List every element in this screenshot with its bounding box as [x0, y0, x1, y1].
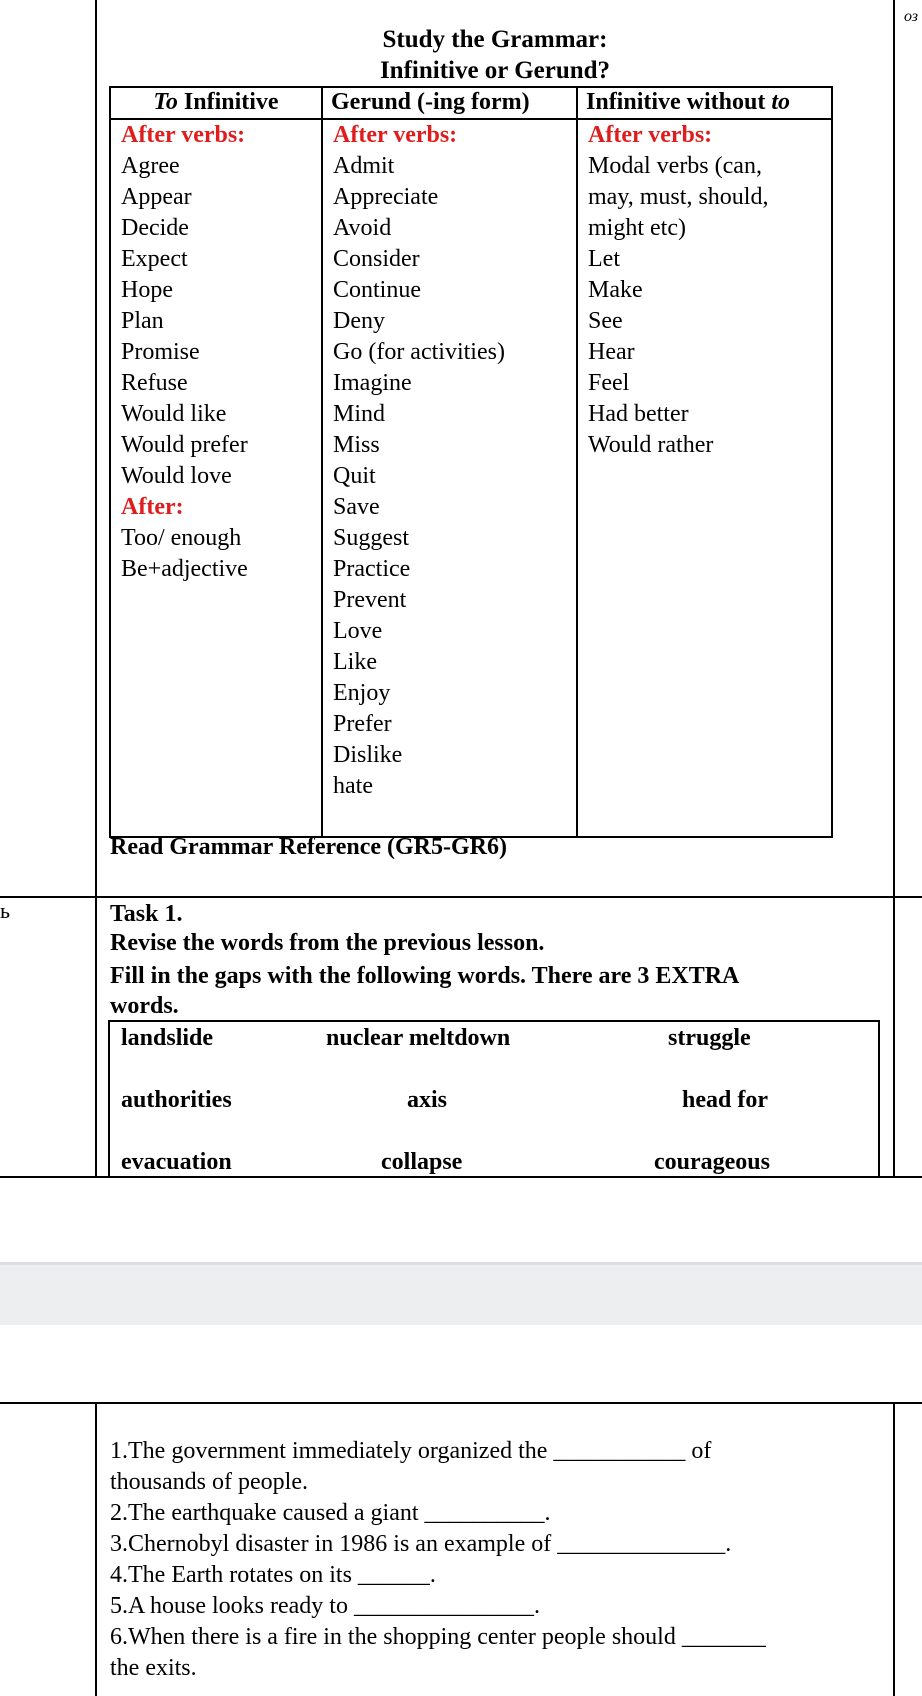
list-item: Would rather: [588, 432, 714, 458]
word-collapse: collapse: [381, 1149, 463, 1175]
task-instruction-3: words.: [110, 993, 179, 1019]
list-item: Hear: [588, 339, 635, 365]
list-item: Had better: [588, 401, 689, 427]
task-title: Task 1.: [110, 901, 183, 927]
list-item: Decide: [121, 215, 189, 241]
list-item: Would prefer: [121, 432, 248, 458]
header-gerund: Gerund (-ing form): [322, 87, 577, 119]
exercise-line: 1.The government immediately organized the ___________ of: [110, 1438, 712, 1464]
list-item: Expect: [121, 246, 188, 272]
exercise-line: 2.The earthquake caused a giant __________.: [110, 1500, 551, 1526]
exercise-line: thousands of people.: [110, 1469, 308, 1495]
word-axis: axis: [407, 1087, 448, 1113]
right-column-border: [893, 1402, 895, 1696]
list-item: Prevent: [333, 587, 407, 613]
grammar-reference: Read Grammar Reference (GR5-GR6): [110, 834, 507, 860]
list-item: Consider: [333, 246, 420, 272]
page-separator: [0, 1262, 922, 1325]
exercise-line: 6.When there is a fire in the shopping center people should _______: [110, 1624, 766, 1650]
word-struggle: struggle: [668, 1025, 751, 1051]
modal-verbs-line: might etc): [588, 215, 686, 241]
left-column-border: [95, 0, 97, 1178]
exercise-line: the exits.: [110, 1655, 197, 1681]
grammar-title-line2: Infinitive or Gerund?: [379, 57, 611, 84]
list-item: Would love: [121, 463, 232, 489]
corner-text: оз: [904, 8, 919, 25]
after-verbs-label: After verbs:: [121, 122, 246, 148]
list-item: Be+adjective: [121, 556, 248, 582]
list-item: Enjoy: [333, 680, 391, 706]
after-verbs-label: After verbs:: [333, 122, 458, 148]
list-item: Avoid: [333, 215, 392, 241]
list-item: See: [588, 308, 623, 334]
list-item: Agree: [121, 153, 180, 179]
list-item: Admit: [333, 153, 395, 179]
after-label: After:: [121, 494, 184, 520]
to-infinitive-cell: [110, 119, 322, 837]
word-head-for: head for: [682, 1087, 768, 1113]
list-item: hate: [333, 773, 373, 799]
list-item: Feel: [588, 370, 630, 396]
list-item: Make: [588, 277, 643, 303]
modal-verbs-line: Modal verbs (can,: [588, 153, 762, 179]
word-nuclear-meltdown: nuclear meltdown: [326, 1025, 511, 1051]
list-item: Hope: [121, 277, 173, 303]
after-verbs-label: After verbs:: [588, 122, 713, 148]
list-item: Imagine: [333, 370, 412, 396]
list-item: Practice: [333, 556, 411, 582]
list-item: Deny: [333, 308, 385, 334]
exercise-line: 4.The Earth rotates on its ______.: [110, 1562, 436, 1588]
header-infinitive-without-to: Infinitive without to: [577, 87, 832, 119]
modal-verbs-line: may, must, should,: [588, 184, 769, 210]
list-item: Mind: [333, 401, 386, 427]
list-item: Go (for activities): [333, 339, 505, 365]
word-landslide: landslide: [121, 1025, 214, 1051]
list-item: Too/ enough: [121, 525, 242, 551]
list-item: Refuse: [121, 370, 188, 396]
left-column-border: [95, 1402, 97, 1696]
list-item: Love: [333, 618, 383, 644]
exercise-list: [110, 1436, 890, 1684]
list-item: Appreciate: [333, 184, 439, 210]
exercise-line: 5.A house looks ready to _______________.: [110, 1593, 540, 1619]
list-item: Dislike: [333, 742, 403, 768]
list-item: Continue: [333, 277, 421, 303]
list-item: Appear: [121, 184, 192, 210]
page-top-border: [0, 1402, 922, 1404]
right-column-border: [893, 0, 895, 1178]
header-to-infinitive: To Infinitive: [110, 87, 322, 119]
exercise-line: 3.Chernobyl disaster in 1986 is an example of ______________.: [110, 1531, 732, 1557]
grammar-table: [109, 86, 833, 838]
list-item: Suggest: [333, 525, 410, 551]
word-evacuation: evacuation: [121, 1149, 232, 1175]
list-item: Quit: [333, 463, 376, 489]
list-item: Prefer: [333, 711, 392, 737]
list-item: Miss: [333, 432, 380, 458]
task-instruction-1: Revise the words from the previous lesson.: [110, 930, 545, 956]
task-instruction-2: Fill in the gaps with the following words. There are 3 EXTRA: [110, 963, 740, 989]
margin-letter: ь: [0, 898, 11, 923]
list-item: Plan: [121, 308, 164, 334]
word-authorities: authorities: [121, 1087, 232, 1113]
word-courageous: courageous: [654, 1149, 770, 1175]
list-item: Would like: [121, 401, 227, 427]
list-item: Promise: [121, 339, 200, 365]
infinitive-without-to-cell: [577, 119, 832, 837]
list-item: Like: [333, 649, 377, 675]
to-infinitive-verb-list: [121, 151, 321, 492]
grammar-title-line1: Study the Grammar:: [382, 26, 608, 53]
gerund-cell: [322, 119, 577, 837]
list-item: Save: [333, 494, 380, 520]
list-item: Let: [588, 246, 620, 272]
